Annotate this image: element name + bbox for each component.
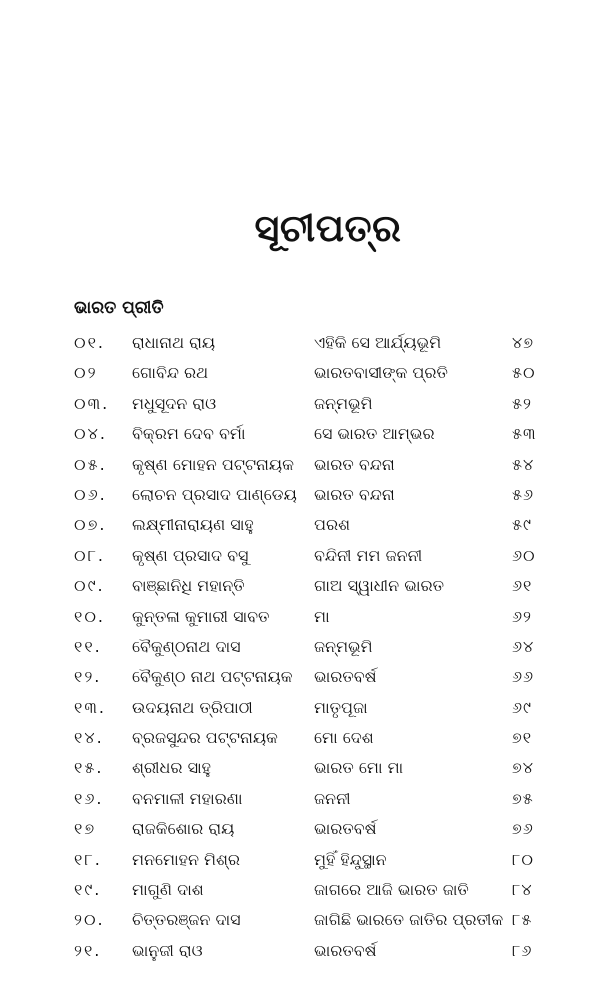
entry-title: ଭାରତ ମୋ ମା bbox=[314, 758, 404, 778]
entry-page-number: ୮୬ bbox=[512, 940, 533, 960]
entry-title: ଜାଗରେ ଆଜି ଭାରତ ଜାତି bbox=[314, 880, 469, 900]
entry-title: ଭାରତବର୍ଷ bbox=[314, 819, 377, 839]
toc-entry bbox=[0, 602, 600, 632]
toc-entry bbox=[0, 845, 600, 875]
entry-title: ଭାରତ ବନ୍ଦନା bbox=[314, 484, 395, 504]
entry-number: ୧୦. bbox=[74, 606, 106, 626]
entry-author: କୃଷ୍ଣ ମୋହନ ପଟ୍ଟନାୟକ bbox=[132, 454, 294, 474]
entry-page-number: ୬୬ bbox=[512, 667, 535, 687]
entry-number: ୦୨ bbox=[74, 363, 98, 383]
entry-number: ୧୧. bbox=[74, 636, 102, 656]
entry-number: ୦୪. bbox=[74, 424, 107, 444]
entry-page-number: ୫୯ bbox=[512, 515, 532, 535]
entry-title: ବନ୍ଦିନୀ ମମ ଜନନୀ bbox=[314, 545, 423, 565]
table-of-contents bbox=[0, 328, 600, 966]
toc-entry bbox=[0, 814, 600, 844]
entry-page-number: ୭୫ bbox=[512, 788, 534, 808]
entry-page-number: ୭୬ bbox=[512, 819, 534, 839]
toc-entry bbox=[0, 632, 600, 662]
entry-page-number: ୬୯ bbox=[512, 697, 533, 717]
entry-page-number: ୭୪ bbox=[512, 758, 535, 778]
entry-author: ଗୋବିନ୍ଦ ରଥ bbox=[132, 363, 209, 383]
toc-entry bbox=[0, 328, 600, 358]
entry-title: ଜନ୍ମଭୂମି bbox=[314, 393, 373, 413]
entry-page-number: ୬୪ bbox=[512, 636, 535, 656]
entry-number: ୧୩. bbox=[74, 697, 106, 717]
toc-entry bbox=[0, 571, 600, 601]
entry-author: ଶ୍ରୀଧର ସାହୁ bbox=[132, 758, 211, 778]
entry-number: ୨୦. bbox=[74, 910, 105, 930]
entry-number: ୧୪. bbox=[74, 728, 104, 748]
entry-title: ଭାରତ ବନ୍ଦନା bbox=[314, 454, 395, 474]
entry-page-number: ୭୧ bbox=[512, 728, 533, 748]
entry-number: ୦୮. bbox=[74, 545, 106, 565]
toc-entry bbox=[0, 419, 600, 449]
entry-author: କୃଷ୍ଣ ପ୍ରସାଦ ବସୁ bbox=[132, 545, 249, 565]
toc-entry bbox=[0, 936, 600, 966]
entry-author: ଲକ୍ଷ୍ମୀନାରାୟଣ ସାହୁ bbox=[132, 515, 254, 535]
entry-title: ସେ ଭାରତ ଆମ୍ଭର bbox=[314, 424, 435, 444]
entry-author: ବାଞ୍ଛାନିଧି ମହାନ୍ତି bbox=[132, 576, 245, 596]
entry-author: ବୈକୁଣ୍ଠନାଥ ଦାସ bbox=[132, 636, 241, 656]
entry-author: ମଧୁସୂଦନ ରାଓ bbox=[132, 393, 217, 413]
entry-page-number: ୬୦ bbox=[512, 545, 536, 565]
entry-author: ବୈକୁଣ୍ଠ ନାଥ ପଟ୍ଟନାୟକ bbox=[132, 667, 293, 687]
entry-title: ମା bbox=[314, 606, 330, 626]
entry-number: ୧୫. bbox=[74, 758, 104, 778]
entry-page-number: ୫୪ bbox=[512, 454, 535, 474]
entry-title: ପରଶ bbox=[314, 515, 351, 535]
entry-title: ଜାଗିଛି ଭାରତେ ଜାତିର ପ୍ରତୀକ bbox=[314, 910, 504, 930]
toc-entry bbox=[0, 784, 600, 814]
entry-number: ୧୭ bbox=[74, 819, 97, 839]
page-title: ସୂଚୀପତ୍ର bbox=[254, 206, 402, 250]
entry-title: ଭାରତବର୍ଷ bbox=[314, 940, 377, 960]
entry-number: ୧୯. bbox=[74, 880, 102, 900]
entry-page-number: ୫୩ bbox=[512, 424, 537, 444]
entry-page-number: ୮୫ bbox=[512, 910, 533, 930]
entry-page-number: ୪୭ bbox=[512, 333, 535, 352]
toc-entry bbox=[0, 753, 600, 783]
entry-number: ୦୭. bbox=[74, 515, 107, 535]
entry-number: ୦୯. bbox=[74, 576, 105, 596]
toc-entry bbox=[0, 723, 600, 753]
entry-number: ୦୩. bbox=[74, 393, 110, 413]
entry-number: ୦୬. bbox=[74, 484, 107, 504]
toc-entry bbox=[0, 875, 600, 905]
entry-author: ଉଦୟନାଥ ତ୍ରିପାଠୀ bbox=[132, 697, 253, 717]
entry-number: ୧୨. bbox=[74, 667, 102, 687]
entry-title: ଭାରତବାସୀଙ୍କ ପ୍ରତି bbox=[314, 363, 448, 383]
entry-title: ମୁହିଁ ହିନ୍ଦୁସ୍ଥାନ bbox=[314, 849, 387, 869]
entry-author: ବନମାଳୀ ମହାରଣା bbox=[132, 788, 243, 808]
toc-entry bbox=[0, 693, 600, 723]
entry-author: ମାଗୁଣି ଦାଶ bbox=[132, 880, 204, 900]
entry-page-number: ୫୨ bbox=[512, 393, 532, 413]
toc-entry bbox=[0, 662, 600, 692]
entry-title: ଜନ୍ମଭୂମି bbox=[314, 636, 373, 656]
entry-page-number: ୬୨ bbox=[512, 606, 533, 626]
entry-page-number: ୬୧ bbox=[512, 576, 533, 596]
section-heading: ଭାରତ ପ୍ରୀତି bbox=[74, 298, 164, 318]
toc-entry bbox=[0, 358, 600, 388]
toc-entry bbox=[0, 510, 600, 540]
entry-title: ଜନନୀ bbox=[314, 788, 351, 808]
entry-author: ବିକ୍ରମ ଦେବ ବର୍ମା bbox=[132, 424, 246, 444]
entry-author: କୁନ୍ତଳା କୁମାରୀ ସାବତ bbox=[132, 606, 270, 626]
entry-number: ୨୧. bbox=[74, 940, 102, 960]
entry-author: ମନମୋହନ ମିଶ୍ର bbox=[132, 849, 241, 869]
entry-author: ଚିତ୍ତରଞ୍ଜନ ଦାସ bbox=[132, 910, 241, 930]
entry-title: ଏହିକି ସେ ଆର୍ଯ୍ୟଭୂମି bbox=[314, 333, 442, 352]
toc-entry bbox=[0, 450, 600, 480]
toc-entry bbox=[0, 541, 600, 571]
toc-entry bbox=[0, 480, 600, 510]
entry-author: ବ୍ରଜସୁନ୍ଦର ପଟ୍ଟନାୟକ bbox=[132, 728, 278, 748]
entry-number: ୦୫. bbox=[74, 454, 107, 474]
entry-title: ମାତୃପୂଜା bbox=[314, 697, 368, 717]
entry-author: ଲୋଚନ ପ୍ରସାଦ ପାଣ୍ଡେୟ bbox=[132, 484, 297, 504]
entry-page-number: ୮୦ bbox=[512, 849, 534, 869]
entry-page-number: ୫୬ bbox=[512, 484, 535, 504]
entry-number: ୧୮. bbox=[74, 849, 102, 869]
entry-page-number: ୫୦ bbox=[512, 363, 536, 383]
entry-page-number: ୮୪ bbox=[512, 880, 533, 900]
entry-author: ରାଜକିଶୋର ରାୟ bbox=[132, 819, 235, 839]
entry-title: ମୋ ଦେଶ bbox=[314, 728, 374, 748]
entry-author: ରାଧାନାଥ ରାୟ bbox=[132, 333, 216, 352]
toc-entry bbox=[0, 905, 600, 935]
entry-number: ୦୧. bbox=[74, 333, 106, 352]
entry-number: ୧୬. bbox=[74, 788, 104, 808]
entry-title: ଗାଅ ସ୍ୱାଧୀନ ଭାରତ bbox=[314, 576, 445, 596]
entry-author: ଭାନୁଜୀ ରାଓ bbox=[132, 940, 203, 960]
toc-entry bbox=[0, 389, 600, 419]
entry-title: ଭାରତବର୍ଷ bbox=[314, 667, 377, 687]
